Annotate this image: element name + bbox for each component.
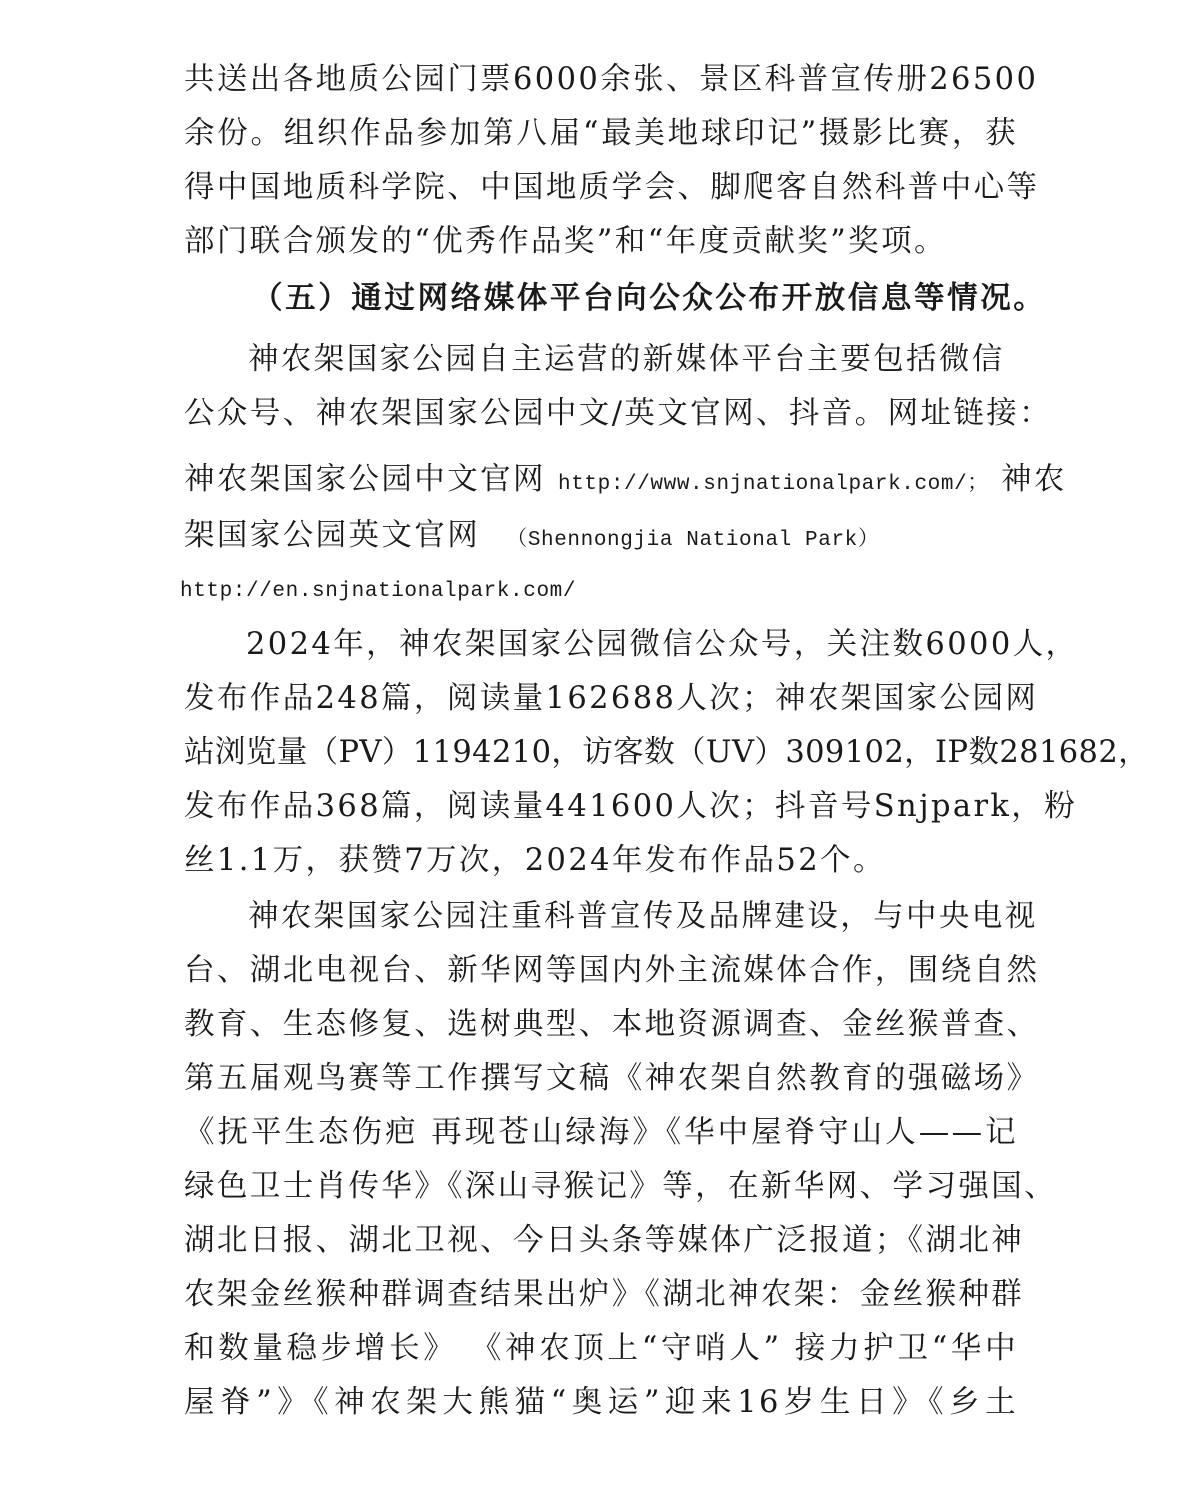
cn-site-label: 神农架国家公园中文官网: [184, 462, 546, 497]
body-text-line: 《抚平生态伤疤 再现苍山绿海》《华中屋脊守山人——记: [184, 1115, 1018, 1150]
body-text-line: 余份。组织作品参加第八届“最美地球印记”摄影比赛，获: [184, 116, 1018, 151]
body-text-line: 屋脊”》《神农架大熊猫“奥运”迎来16岁生日》《乡土: [184, 1385, 1018, 1420]
body-text-fragment: 神农: [1001, 462, 1067, 497]
body-text-line: 公众号、神农架国家公园中文/英文官网、抖音。网址链接：: [184, 396, 1053, 431]
paragraph-first-line: 2024年，神农架国家公园微信公众号，关注数6000人，: [246, 627, 1079, 662]
body-text-line: 部门联合颁发的“优秀作品奖”和“年度贡献奖”奖项。: [184, 224, 947, 259]
body-text-line: 发布作品248篇，阅读量162688人次；神农架国家公园网: [184, 681, 1039, 716]
body-text-line: 湖北日报、湖北卫视、今日头条等媒体广泛报道；《湖北神: [184, 1223, 1025, 1258]
body-text-line: 丝1.1万，获赞7万次，2024年发布作品52个。: [184, 843, 886, 878]
paragraph-first-line: 神农架国家公园注重科普宣传及品牌建设，与中央电视: [248, 899, 1038, 934]
body-text-line: 台、湖北电视台、新华网等国内外主流媒体合作，围绕自然: [184, 953, 1040, 988]
body-text-line: 绿色卫士肖传华》《深山寻猴记》等，在新华网、学习强国、: [184, 1169, 1058, 1204]
en-site-url[interactable]: http://en.snjnationalpark.com/: [180, 580, 577, 603]
body-text-line: 第五届观鸟赛等工作撰写文稿《神农架自然教育的强磁场》: [184, 1061, 1040, 1096]
body-text-line: [184, 516, 1018, 556]
body-text-line: 发布作品368篇，阅读量441600人次；抖音号Snjpark，粉: [184, 789, 1078, 824]
body-text-line: 共送出各地质公园门票6000余张、景区科普宣传册26500: [184, 62, 1039, 97]
section-heading: （五）通过网络媒体平台向公众公布开放信息等情况。: [252, 280, 1047, 316]
body-text-line: 站浏览量（PV）1194210，访客数（UV）309102，IP数281682，: [184, 735, 1150, 770]
body-text-line: [184, 460, 1067, 500]
en-site-label: 架国家公园英文官网: [184, 518, 481, 553]
cn-site-url[interactable]: http://www.snjnationalpark.com/；: [558, 473, 989, 496]
body-text-line: 得中国地质科学院、中国地质学会、脚爬客自然科普中心等: [184, 170, 1040, 205]
body-text-line: 和数量稳步增长》 《神农顶上“守哨人” 接力护卫“华中: [184, 1331, 1018, 1366]
paragraph-first-line: 神农架国家公园自主运营的新媒体平台主要包括微信: [248, 342, 1005, 377]
body-text-line: 农架金丝猴种群调查结果出炉》《湖北神农架：金丝猴种群: [184, 1277, 1025, 1312]
body-text-line: 教育、生态修复、选树典型、本地资源调查、金丝猴普查、: [184, 1007, 1040, 1042]
en-site-name: （Shennongjia National Park）: [506, 529, 880, 552]
